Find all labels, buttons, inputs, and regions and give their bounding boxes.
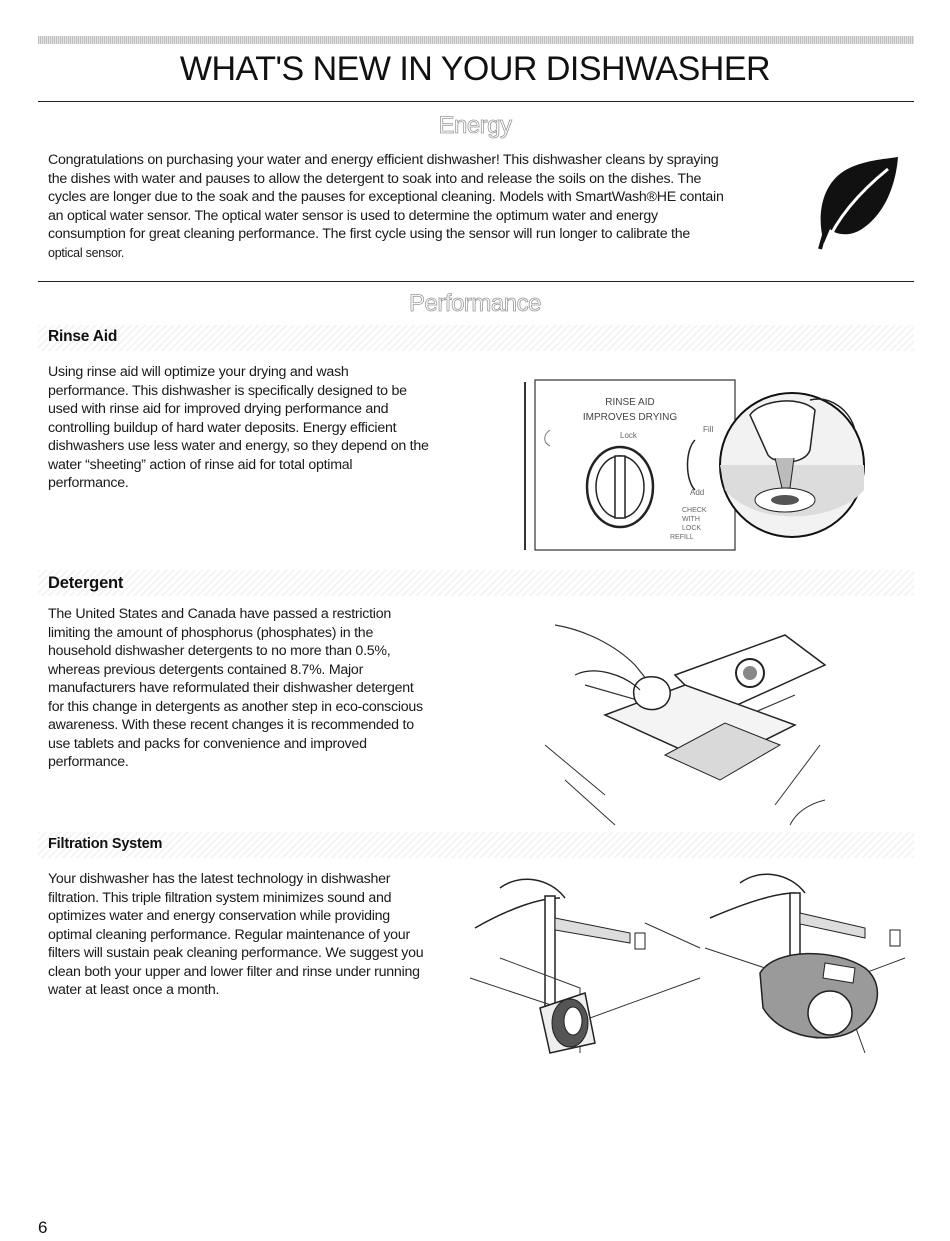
filtration-line: filters will sustain peak cleaning performance. We suggest you (48, 945, 424, 961)
detergent-line: household dishwasher detergents to no more than 0.5%, (48, 643, 391, 659)
dispenser-check-label-3: LOCK (682, 525, 702, 532)
title-divider (38, 101, 914, 102)
filtration-paragraph (48, 870, 488, 1000)
page-number: 6 (38, 1218, 48, 1237)
detergent-title: Detergent (48, 574, 124, 592)
upper-filter-illustration (470, 868, 710, 1058)
detergent-line: whereas previous detergents contained 8.7%. Major (48, 661, 364, 678)
performance-heading: Performance (409, 290, 541, 317)
dispenser-fill-label: Fill (703, 425, 714, 434)
dispenser-lock-label: Lock (620, 431, 637, 440)
dispenser-label-1: RINSE AID (605, 397, 655, 408)
filtration-line: filtration. This triple filtration system minimizes sound and (48, 889, 392, 906)
detergent-line: limiting the amount of phosphorus (phosphates) in the (48, 624, 374, 641)
detergent-header-bar (38, 570, 914, 596)
dispenser-check-label-4: REFILL (670, 534, 694, 541)
rinse-aid-line: performance. (48, 475, 129, 491)
energy-heading: Energy (438, 112, 512, 139)
energy-divider (38, 281, 914, 282)
detergent-line: manufacturers have reformulated their dishwasher detergent (48, 680, 414, 696)
leaf-icon (812, 155, 902, 250)
energy-line: optical sensor. (48, 245, 125, 260)
energy-line: cycles are longer due to the soak and the pauses for exceptional cleaning. Models with SmartWash®HE contain (48, 189, 724, 205)
detergent-line: use tablets and packs for convenience and improved (48, 735, 367, 752)
filtration-line: Your dishwasher has the latest technology in dishwasher (48, 871, 391, 887)
rinse-aid-illustration (520, 370, 920, 555)
filtration-line: water at least once a month. (48, 982, 220, 998)
detergent-illustration (545, 605, 845, 830)
dispenser-check-label-2: WITH (682, 516, 700, 523)
filtration-line: optimizes water and energy conservation while providing (48, 908, 390, 924)
rinse-aid-line: Using rinse aid will optimize your drying and wash (48, 364, 349, 380)
filtration-header-bar (38, 832, 914, 858)
detergent-line: awareness. With these recent changes it is recommended to (48, 717, 414, 733)
rinse-aid-line: dishwashers use less water and energy, so they depend on the (48, 438, 429, 454)
dispenser-add-label: Add (690, 488, 705, 497)
rinse-aid-line: controlling buildup of hard water deposits. Energy efficient (48, 419, 397, 436)
energy-paragraph (48, 151, 808, 262)
rinse-aid-paragraph (48, 363, 478, 493)
filtration-line: clean both your upper and lower filter and rinse under running (48, 963, 420, 980)
dispenser-label-2: IMPROVES DRYING (582, 412, 678, 423)
energy-line: consumption for great cleaning performance. The first cycle using the sensor will run longer to calibrate the (48, 226, 691, 242)
detergent-line: for this change in detergents as another step in eco-conscious (48, 698, 423, 715)
rinse-aid-line: performance. This dishwasher is specifically designed to be (48, 382, 407, 399)
energy-line: Congratulations on purchasing your water and energy efficient dishwasher! This dishwasher cleans by spraying (48, 152, 719, 168)
detergent-line: The United States and Canada have passed a restriction (48, 606, 391, 622)
top-decorative-band (38, 36, 914, 44)
energy-line: the dishes with water and pauses to allow the detergent to soak into and release the soils on the dishes. The (48, 170, 702, 187)
detergent-line: performance. (48, 754, 129, 770)
rinse-aid-line: used with rinse aid for improved drying performance and (48, 401, 389, 417)
rinse-aid-line: water “sheeting” action of rinse aid for total optimal (48, 456, 353, 473)
filtration-title: Filtration System (48, 836, 163, 852)
detergent-paragraph (48, 605, 478, 772)
energy-line: an optical water sensor. The optical water sensor is used to determine the optimum water and energy (48, 207, 658, 224)
rinse-aid-title: Rinse Aid (48, 328, 118, 345)
dispenser-check-label-1: CHECK (682, 507, 707, 514)
rinse-aid-header-bar (38, 325, 914, 351)
page-title: WHAT'S NEW IN YOUR DISHWASHER (179, 50, 771, 88)
filtration-line: optimal cleaning performance. Regular maintenance of your (48, 926, 410, 943)
lower-filter-illustration (705, 868, 915, 1058)
